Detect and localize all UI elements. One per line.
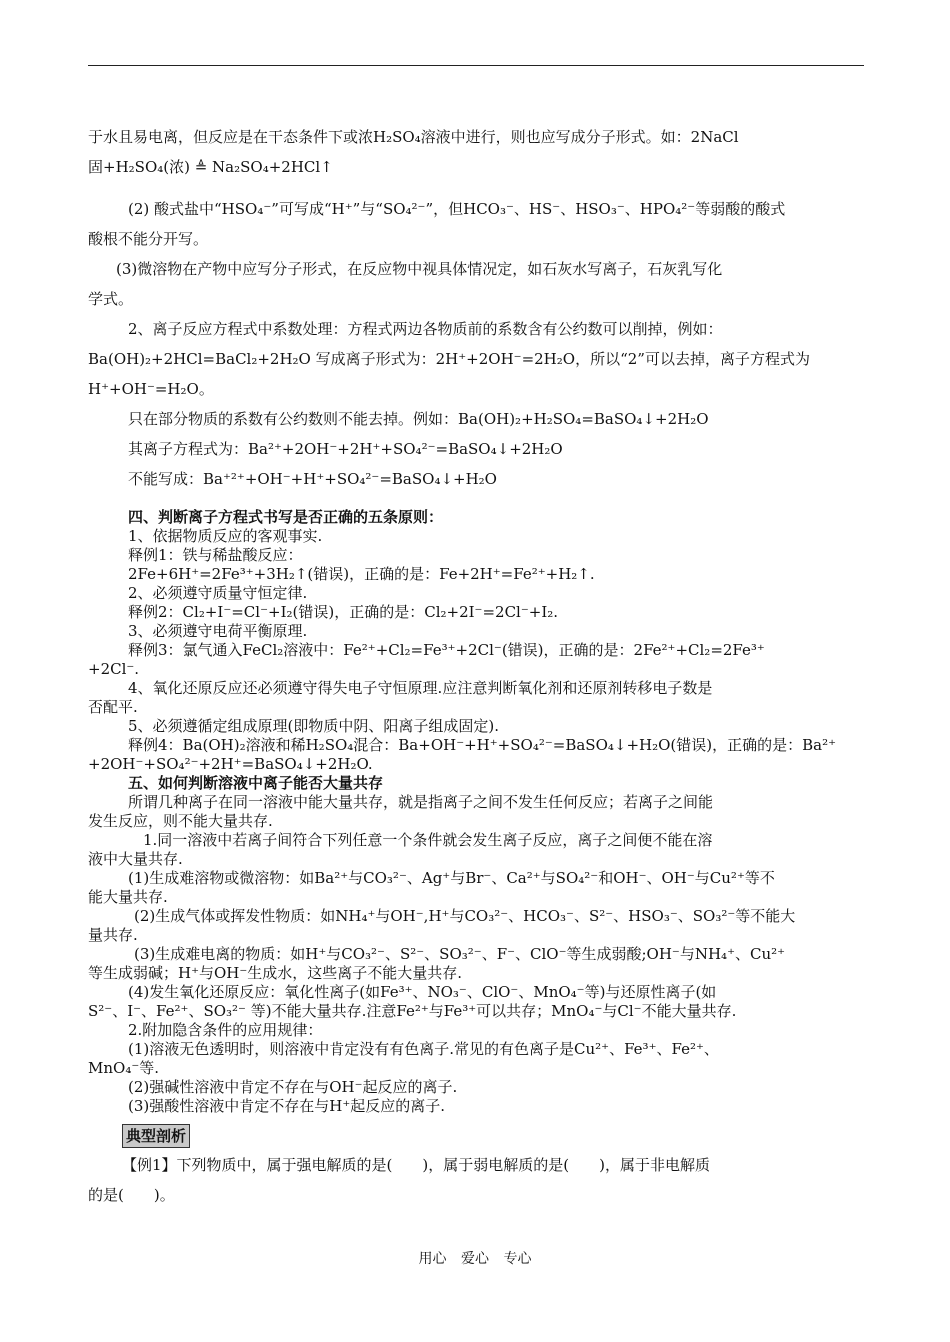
text-line: MnO₄⁻等. [88,1059,160,1077]
text-line: 【例1】下列物质中，属于强电解质的是( )，属于弱电解质的是( )，属于非电解质 [122,1156,710,1174]
section-title-highlight: 典型剖析 [122,1124,190,1148]
text-line: Ba(OH)₂+2HCl=BaCl₂+2H₂O 写成离子形式为：2H⁺+2OH⁻=2H₂O，所以“2”可以去掉，离子方程式为 [88,350,810,368]
text-line: 1、依据物质反应的客观事实. [128,527,323,545]
text-line: 液中大量共存. [88,850,183,868]
text-line: S²⁻、I⁻、Fe²⁺、SO₃²⁻ 等)不能大量共存.注意Fe²⁺与Fe³⁺可以共存；MnO₄⁻与Cl⁻不能大量共存. [88,1002,737,1020]
text-line: 只在部分物质的系数有公约数则不能去掉。例如：Ba(OH)₂+H₂SO₄=BaSO₄↓+2H₂O [128,410,709,428]
section-heading: 四、判断离子方程式书写是否正确的五条原则： [128,508,444,526]
text-line: 的是( )。 [88,1186,175,1204]
text-line: H⁺+OH⁻=H₂O。 [88,380,214,398]
example-title-line [88,1124,868,1148]
footer-text: 专心 [503,1251,532,1267]
text-line: (1)生成难溶物或微溶物：如Ba²⁺与CO₃²⁻、Ag⁺与Br⁻、Ca²⁺与SO₄²⁻和OH⁻、OH⁻与Cu²⁺等不 [128,869,775,887]
text-line: 于水且易电离，但反应是在干态条件下或浓H₂SO₄溶液中进行，则也应写成分子形式。如：2NaCl [88,128,739,146]
text-line: 2、离子反应方程式中系数处理：方程式两边各物质前的系数含有公约数可以削掉，例如： [128,320,723,338]
text-line: 酸根不能分开写。 [88,230,209,248]
text-line: (2)强碱性溶液中肯定不存在与OH⁻起反应的离子. [128,1078,458,1096]
text-line: (2) 酸式盐中“HSO₄⁻”可写成“H⁺”与“SO₄²⁻”，但HCO₃⁻、HS⁻、HSO₃⁻、HPO₄²⁻等弱酸的酸式 [128,200,786,218]
footer-text: 爱心 [461,1251,489,1267]
text-line: 释例2：Cl₂+I⁻=Cl⁻+I₂(错误)，正确的是：Cl₂+2I⁻=2Cl⁻+I₂. [128,603,559,621]
text-line: 能大量共存. [88,888,168,906]
page-footer [0,1248,950,1268]
text-line: (4)发生氧化还原反应：氧化性离子(如Fe³⁺、NO₃⁻、ClO⁻、MnO₄⁻等)与还原性离子(如 [128,983,717,1001]
text-line: 发生反应，则不能大量共存. [88,812,273,830]
text-line: 固+H₂SO₄(浓) ≜ Na₂SO₄+2HCl↑ [88,158,333,176]
text-line: 释例4：Ba(OH)₂溶液和稀H₂SO₄混合：Ba+OH⁻+H⁺+SO₄²⁻=BaSO₄↓+H₂O(错误)，正确的是：Ba²⁺ [128,736,837,754]
section-heading: 五、如何判断溶液中离子能否大量共存 [128,774,384,792]
text-line: 2.附加隐含条件的应用规律： [128,1021,323,1039]
section-a [88,122,868,494]
text-line: (3)生成难电离的物质：如H⁺与CO₃²⁻、S²⁻、SO₃²⁻、F⁻、ClO⁻等生成弱酸;OH⁻与NH₄⁺、Cu²⁺ [134,945,786,963]
text-line: 其离子方程式为：Ba²⁺+2OH⁻+2H⁺+SO₄²⁻=BaSO₄↓+2H₂O [128,440,563,458]
section-c [88,1124,868,1210]
header-rule [88,65,864,66]
text-line: 4、氧化还原反应还必须遵守得失电子守恒原理.应注意判断氧化剂和还原剂转移电子数是 [128,679,713,697]
text-line: 2、必须遵守质量守恒定律. [128,584,308,602]
text-line: 释例1：铁与稀盐酸反应： [128,546,303,564]
text-line: 不能写成：Ba⁺²⁺+OH⁻+H⁺+SO₄²⁻=BaSO₄↓+H₂O [128,470,497,488]
text-line: 3、必须遵守电荷平衡原理. [128,622,308,640]
footer-text: 用心 [418,1251,447,1267]
text-line: 2Fe+6H⁺=2Fe³⁺+3H₂↑(错误)，正确的是：Fe+2H⁺=Fe²⁺+H₂↑. [128,565,595,583]
section-b [88,508,868,1116]
text-line: 1.同一溶液中若离子间符合下列任意一个条件就会发生离子反应，离子之间便不能在溶 [143,831,713,849]
text-line: 5、必须遵循定组成原理(即物质中阴、阳离子组成固定). [128,717,500,735]
text-line: 学式。 [88,290,134,308]
text-line: 等生成弱碱；H⁺与OH⁻生成水，这些离子不能大量共存. [88,964,463,982]
text-line: (3)微溶物在产物中应写分子形式，在反应物中视具体情况定，如石灰水写离子，石灰乳写化 [116,260,723,278]
text-line: (3)强酸性溶液中肯定不存在与H⁺起反应的离子. [128,1097,446,1115]
text-line: (1)溶液无色透明时，则溶液中肯定没有有色离子.常见的有色离子是Cu²⁺、Fe³⁺、Fe²⁺、 [128,1040,719,1058]
text-line: (2)生成气体或挥发性物质：如NH₄⁺与OH⁻,H⁺与CO₃²⁻、HCO₃⁻、S²⁻、HSO₃⁻、SO₃²⁻等不能大 [134,907,796,925]
text-line: 否配平. [88,698,138,716]
text-line: 所谓几种离子在同一溶液中能大量共存，就是指离子之间不发生任何反应；若离子之间能 [128,793,714,811]
text-line: 释例3：氯气通入FeCl₂溶液中：Fe²⁺+Cl₂=Fe³⁺+2Cl⁻(错误)，正确的是：2Fe²⁺+Cl₂=2Fe³⁺ [128,641,765,659]
text-line: 量共存. [88,926,138,944]
text-line: +2Cl⁻. [88,660,140,678]
text-line: +2OH⁻+SO₄²⁻+2H⁺=BaSO₄↓+2H₂O. [88,755,373,773]
